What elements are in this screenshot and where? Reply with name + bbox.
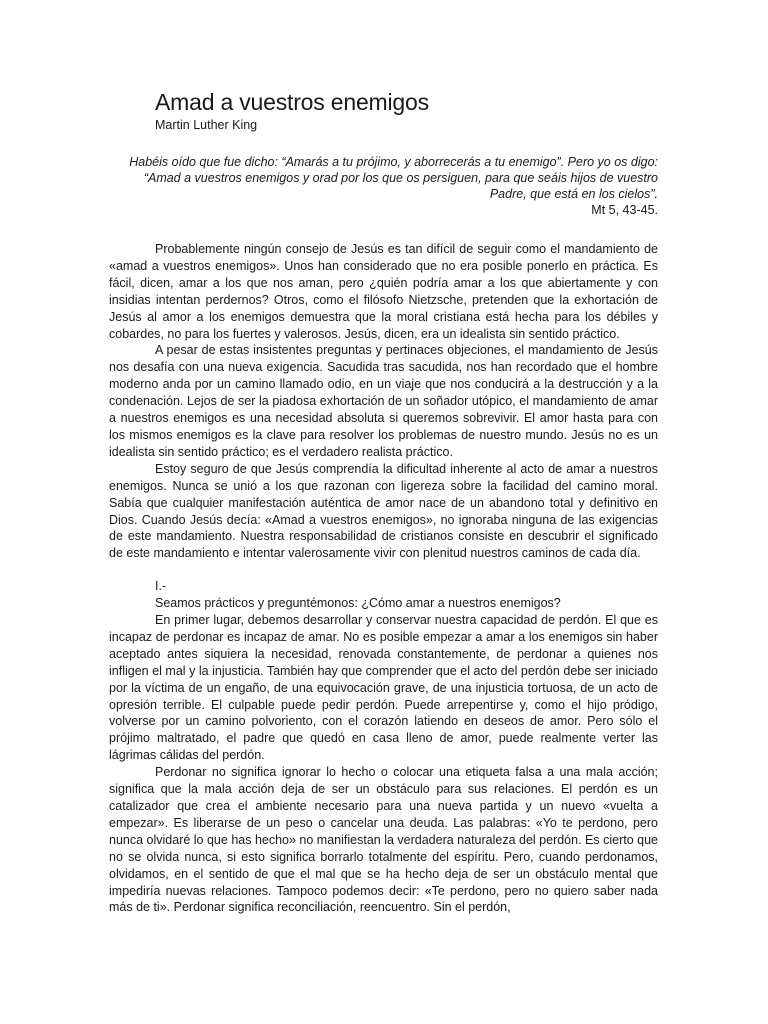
section-spacer — [109, 562, 658, 578]
epigraph-reference: Mt 5, 43-45. — [591, 203, 658, 217]
section-heading: I.- — [155, 579, 167, 594]
epigraph — [109, 154, 658, 218]
paragraph: En primer lugar, debemos desarrollar y conservar nuestra capacidad de perdón. El que es incapaz de perdonar es incapaz de amar. No es posible empezar a amar a los enemigos sin haber aceptado antes siquiera la necesidad, renovada constantemente, de perdonar a quienes nos infligen el mal y la injusticia. También hay que comprender que el acto del perdón debe ser iniciado por la víctima de un engaño, de una equivocación grave, de una injusticia tortuosa, de un acto de opresión terrible. El culpable puede pedir perdón. Puede arrepentirse y, como el hijo pródigo, volverse por un camino polvoriento, con el corazón latiendo en deseos de amor. Pero sólo el prójimo maltratado, el padre que quedó en casa lleno de amor, puede realmente verter las lágrimas cálidas del perdón. — [109, 613, 658, 763]
section-subtitle: Seamos prácticos y preguntémonos: ¿Cómo amar a nuestros enemigos? — [155, 596, 561, 611]
paragraph: A pesar de estas insistentes preguntas y pertinaces objeciones, el mandamiento de Jesús nos desafía con una nueva exigencia. Sacudida tras sacudida, nos han recordado que el hombre moderno anda por un camino llamado odio, en un viaje que nos conducirá a la destrucción y a la condenación. Lejos de ser la piadosa exhortación de un soñador utópico, el mandamiento de amar a nuestros enemigos es una necesidad absoluta si queremos sobrevivir. El amor hasta para con los mismos enemigos es la clave para resolver los problemas de nuestro mundo. Jesús no es un idealista sin sentido práctico; es el verdadero realista práctico. — [109, 343, 658, 459]
document-body — [109, 241, 658, 916]
document-page — [109, 88, 658, 916]
paragraph: Estoy seguro de que Jesús comprendía la dificultad inherente al acto de amar a nuestros enemigos. Nunca se unió a los que razonan con ligereza sobre la facilidad del camino moral. Sabía que cualquier manifestación auténtica de amor nace de un abandono total y definitivo en Dios. Cuando Jesús decía: «Amad a vuestros enemigos», no ignoraba ninguna de las exigencias de este mandamiento. Nuestra responsabilidad de cristianos consiste en descubrir el significado de este mandamiento e intentar valerosamente vivir con plenitud nuestros caminos de cada día. — [109, 461, 658, 561]
document-title: Amad a vuestros enemigos — [155, 89, 429, 115]
document-author: Martin Luther King — [155, 118, 258, 132]
epigraph-quote: Habéis oído que fue dicho: “Amarás a tu prójimo, y aborrecerás a tu enemigo”. Pero yo os digo: “Amad a vuestros enemigos y orad por los que os persiguen, para que seáis hijos de vuestro Padre, que está en los cielos”. — [129, 155, 658, 201]
paragraph: Perdonar no significa ignorar lo hecho o colocar una etiqueta falsa a una mala acción; significa que la mala acción deja de ser un obstáculo para sus relaciones. El perdón es un catalizador que crea el ambiente necesario para una nueva partida y un nuevo «vuelta a empezar». Es liberarse de un peso o cancelar una deuda. Las palabras: «Yo te perdono, pero nunca olvidaré lo que has hecho» no manifiestan la verdadera naturaleza del perdón. Es cierto que no se olvida nunca, si esto significa borrarlo totalmente del espíritu. Pero, cuando perdonamos, olvidamos, en el sentido de que el mal que se ha hecho deja de ser un obstáculo mental que impediría nuevas relaciones. Tampoco podemos decir: «Te perdono, pero no quiero saber nada más de ti». Perdonar significa reconciliación, reencuentro. Sin el perdón, — [109, 765, 658, 915]
paragraph: Probablemente ningún consejo de Jesús es tan difícil de seguir como el mandamiento de «amad a vuestros enemigos». Unos han considerado que no era posible ponerlo en práctica. Es fácil, dicen, amar a los que nos aman, pero ¿quién podría amar a los que abiertamente y con insidias intentan perdernos? Otros, como el filósofo Nietzsche, pretenden que la exhortación de Jesús al amor a los enemigos demuestra que la moral cristiana está hecha para los débiles y cobardes, no para los fuertes y valerosos. Jesús, dicen, era un idealista sin sentido práctico. — [109, 242, 658, 341]
